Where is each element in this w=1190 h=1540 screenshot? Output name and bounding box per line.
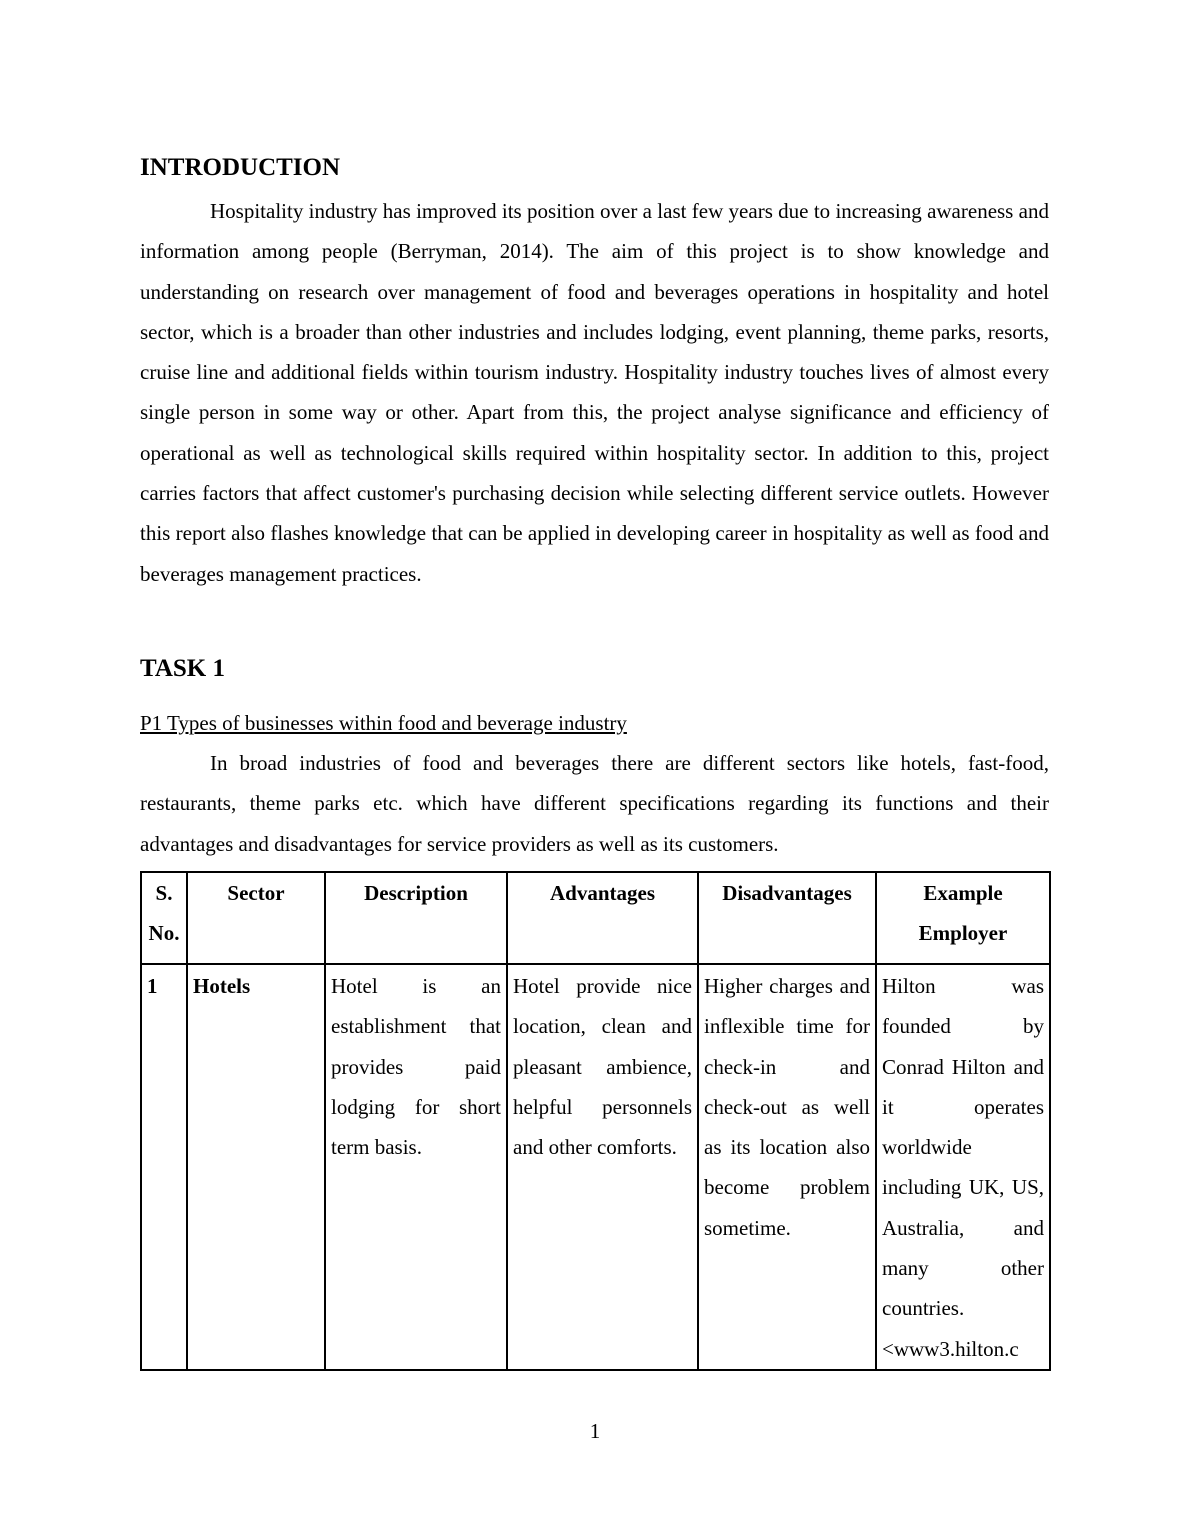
header-example-employer: Example Employer bbox=[876, 872, 1050, 964]
cell-example-employer: Hilton was founded by Conrad Hilton and it operates worldwide including UK, US, Australia, and many other countries. <www3.hilton.c bbox=[876, 964, 1050, 1370]
task-1-heading: TASK 1 bbox=[140, 655, 225, 682]
introduction-heading: INTRODUCTION bbox=[140, 154, 341, 181]
table-row bbox=[141, 964, 1050, 1370]
table-header-row bbox=[141, 872, 1050, 964]
cell-sno: 1 bbox=[141, 964, 187, 1370]
page-number: 1 bbox=[589, 1419, 601, 1443]
p1-subheading: P1 Types of businesses within food and beverage industry bbox=[140, 711, 627, 735]
header-sno: S. No. bbox=[141, 872, 187, 964]
cell-description: Hotel is an establishment that provides paid lodging for short term basis. bbox=[325, 964, 507, 1370]
cell-advantages: Hotel provide nice location, clean and pleasant ambience, helpful personnels and other comforts. bbox=[507, 964, 698, 1370]
introduction-paragraph: Hospitality industry has improved its position over a last few years due to increasing awareness and information among people (Berryman, 2014). The aim of this project is to show knowledge and understanding on research over management of food and beverages operations in hospitality and hotel sector, which is a broader than other industries and includes lodging, event planning, theme parks, resorts, cruise line and additional fields within tourism industry. Hospitality industry touches lives of almost every single person in some way or other. Apart from this, the project analyse significance and efficiency of operational as well as technological skills required within hospitality sector. In addition to this, project carries factors that affect customer's purchasing decision while selecting different service outlets. However this report also flashes knowledge that can be applied in developing career in hospitality as well as food and beverages management practices. bbox=[140, 199, 1049, 586]
cell-sector: Hotels bbox=[187, 964, 325, 1370]
p1-paragraph: In broad industries of food and beverages there are different sectors like hotels, fast-food, restaurants, theme parks etc. which have different specifications regarding its functions and their advantages and disadvantages for service providers as well as its customers. bbox=[140, 751, 1049, 856]
business-types-table bbox=[140, 871, 1051, 1371]
cell-disadvantages: Higher charges and inflexible time for check-in and check-out as well as its location also become problem sometime. bbox=[698, 964, 876, 1370]
header-description: Description bbox=[325, 872, 507, 964]
header-disadvantages: Disadvantages bbox=[698, 872, 876, 964]
header-advantages: Advantages bbox=[507, 872, 698, 964]
header-sector: Sector bbox=[187, 872, 325, 964]
